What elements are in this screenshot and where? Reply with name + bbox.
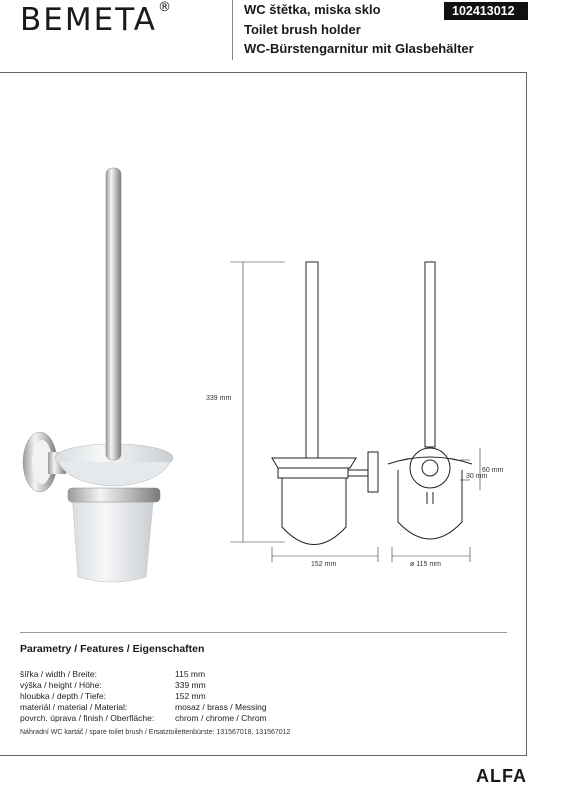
feature-label: materiál / material / Material: — [20, 702, 128, 712]
product-titles — [244, 0, 474, 59]
title-en: Toilet brush holder — [244, 21, 361, 37]
product-drawing — [0, 72, 527, 632]
front-view-drawing — [272, 262, 378, 545]
feature-label: povrch. úprava / finish / Oberfläche: — [20, 713, 155, 723]
feature-value: 152 mm — [175, 691, 206, 701]
side-view-drawing — [388, 262, 472, 539]
brand-logo — [20, 2, 173, 38]
feature-label: šířka / width / Breite: — [20, 669, 97, 679]
features-section — [20, 632, 507, 736]
feature-row — [20, 713, 507, 724]
brand-name: BEMETA — [20, 2, 157, 38]
feature-value: 339 mm — [175, 680, 206, 690]
dim-60-label: 60 mm — [482, 467, 504, 474]
dim-diameter-label: ø 115 mm — [410, 561, 441, 568]
title-de: WC-Bürstengarnitur mit Glasbehälter — [244, 41, 474, 56]
feature-row — [20, 691, 507, 702]
feature-row — [20, 680, 507, 691]
feature-row — [20, 669, 507, 680]
feature-value: chrom / chrome / Chrom — [175, 713, 267, 723]
dim-width-label: 152 mm — [311, 561, 337, 568]
product-photo — [23, 168, 173, 582]
dimension-lines — [230, 262, 480, 562]
product-code: 102413012 — [444, 2, 528, 20]
feature-value: mosaz / brass / Messing — [175, 702, 267, 712]
feature-value: 115 mm — [175, 669, 206, 679]
dim-30-label: 30 mm — [466, 473, 488, 480]
series-name: ALFA — [476, 766, 527, 786]
header-divider — [232, 0, 233, 60]
features-title: Parametry / Features / Eigenschaften — [20, 643, 205, 655]
spare-parts-note: Náhradní WC kartáč / spare toilet brush / Ersatztoilettenbürste: 131567018, 131567012 — [20, 729, 291, 736]
feature-row — [20, 702, 507, 713]
dim-height-label: 339 mm — [206, 395, 232, 402]
feature-label: hloubka / depth / Tiefe: — [20, 691, 107, 701]
registered-mark: ® — [157, 0, 173, 15]
title-cz: WC štětka, miska sklo — [244, 2, 381, 17]
feature-label: výška / height / Höhe: — [20, 680, 102, 690]
